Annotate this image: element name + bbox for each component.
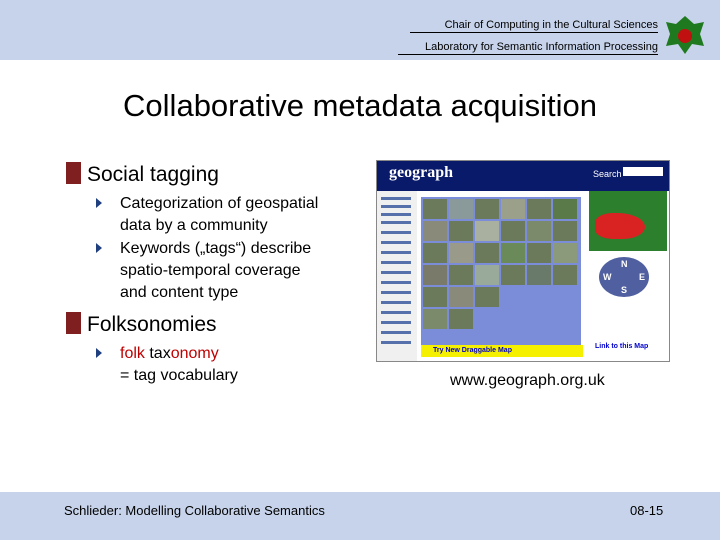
nav-item: [381, 261, 411, 264]
geograph-screenshot: [376, 160, 670, 362]
nav-item: [381, 205, 411, 208]
chair-logo-icon: [664, 14, 706, 56]
compass-e: E: [639, 272, 646, 282]
sub-bullet-line: Keywords („tags“) describe: [120, 240, 312, 257]
tax-word: tax: [149, 345, 171, 362]
compass-w: W: [603, 272, 612, 282]
nav-item: [381, 281, 411, 284]
sub-bullet-line: spatio-temporal coverage: [120, 262, 301, 279]
sub-bullet-line: = tag vocabulary: [120, 367, 238, 384]
screenshot-search-label: Search: [593, 169, 622, 179]
sub-bullet-line: Categorization of geospatial: [120, 195, 319, 212]
sub-bullet-categorization: [96, 193, 318, 237]
bullet-text: Folksonomies: [87, 313, 217, 336]
nav-item: [381, 321, 411, 324]
screenshot-caption: www.geograph.org.uk: [450, 372, 605, 389]
arrow-right-icon: [96, 243, 102, 253]
folk-word: folk: [120, 345, 150, 362]
nav-item: [381, 311, 411, 314]
nav-item: [381, 271, 411, 274]
header-lab: Laboratory for Semantic Information Processing: [398, 41, 658, 55]
bullet-folksonomies: [66, 312, 217, 337]
bullet-text: Social tagging: [87, 163, 219, 186]
compass-n: N: [621, 259, 628, 269]
screenshot-map-region: [595, 213, 645, 239]
nav-item: [381, 231, 411, 234]
nav-item: [381, 213, 411, 216]
nav-item: [381, 341, 411, 344]
sub-bullet-folk-taxonomy: [96, 343, 238, 387]
nav-item: [381, 251, 411, 254]
arrow-right-icon: [96, 348, 102, 358]
screenshot-nav-column: [377, 191, 417, 361]
nav-item: [381, 241, 411, 244]
photo-grid-image: [421, 197, 581, 345]
sub-bullet-line: and content type: [120, 284, 239, 301]
sub-bullet-keywords: [96, 238, 311, 304]
sub-bullet-line: data by a community: [120, 217, 268, 234]
nav-item: [381, 331, 411, 334]
nav-item: [381, 221, 411, 224]
screenshot-link: Link to this Map: [595, 343, 649, 350]
sub-bullet-line: [120, 343, 238, 365]
footer-author: Schlieder: Modelling Collaborative Semantics: [64, 503, 325, 518]
screenshot-brand: geograph: [389, 164, 453, 181]
bullet-square-icon: [66, 162, 81, 184]
slide-title: Collaborative metadata acquisition: [123, 88, 597, 123]
nav-item: [381, 301, 411, 304]
nav-item: [381, 291, 411, 294]
bullet-square-icon: [66, 312, 81, 334]
screenshot-search-box: [623, 167, 663, 176]
header-chair: Chair of Computing in the Cultural Sciences: [410, 19, 658, 33]
nav-item: [381, 197, 411, 200]
bullet-social-tagging: [66, 162, 219, 187]
arrow-right-icon: [96, 198, 102, 208]
compass-s: S: [621, 285, 628, 295]
screenshot-yellow-text: Try New Draggable Map: [433, 347, 512, 354]
footer-page-number: 08-15: [630, 503, 664, 518]
onomy-word: onomy: [170, 345, 219, 362]
